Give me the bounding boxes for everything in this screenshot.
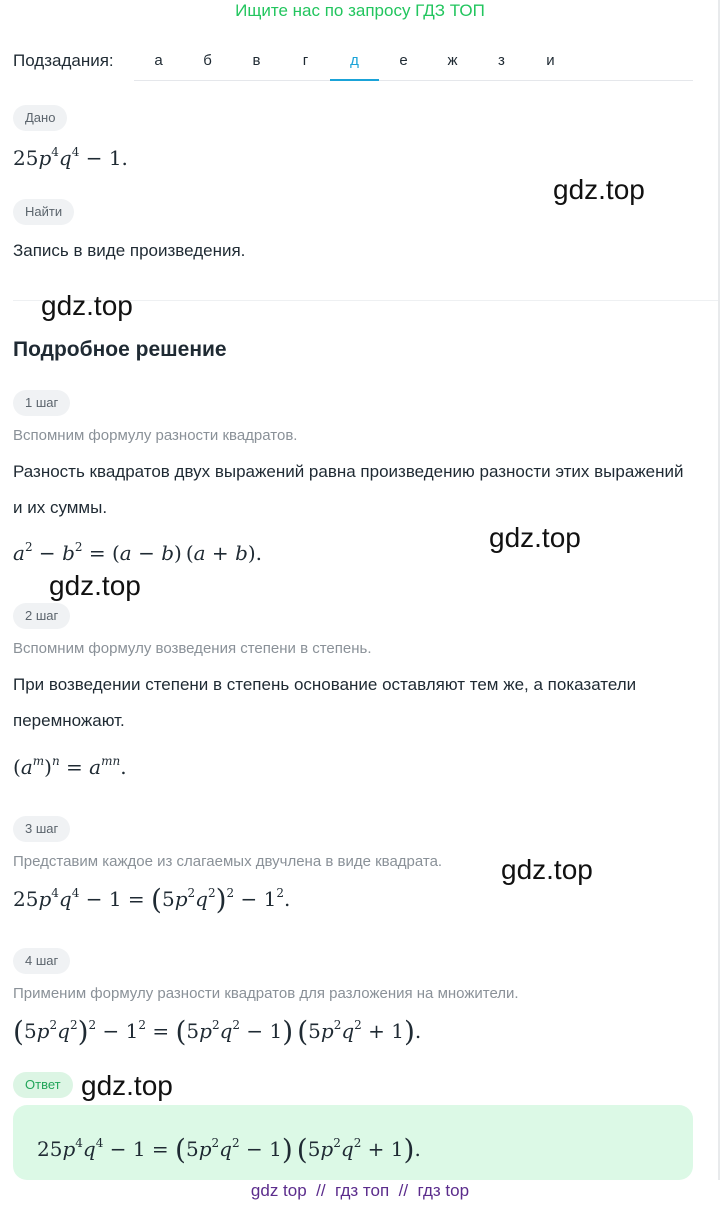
footer-links [0,1181,720,1201]
tab-g[interactable]: г [302,52,309,69]
answer-formula: $25p^4q^4 - 1 = (5p^2q^2 - 1) (5p^2q^2 + 1)$. [37,1133,421,1166]
tab-z[interactable]: з [498,52,505,69]
step-2-label: 2 шаг [13,603,70,629]
promo-banner: Ищите нас по запросу ГДЗ ТОП [235,1,485,20]
step-2-hint: Вспомним формулу возведения степени в степень. [13,640,372,657]
solution-title: Подробное решение [13,338,227,361]
watermark: gdz.top [489,522,581,553]
tab-v[interactable]: в [252,52,261,69]
watermark: gdz.top [501,854,593,885]
step-2-text: При возведении степени в степень основание оставляют тем же, а показатели перемножают. [13,675,637,730]
tab-i[interactable]: и [546,52,555,69]
step-1-label: 1 шаг [13,390,70,416]
step-4-formula: $(5p^2q^2)^2 - 1^2 = (5p^2q^2 - 1) (5p^2q^2 + 1)$. [13,1015,422,1048]
find-label: Найти [13,199,74,225]
tabs-list [134,46,693,81]
step-1-text: Разность квадратов двух выражений равна произведению разности этих выражений и их суммы. [13,462,684,517]
watermark: gdz.top [49,570,141,601]
tabs-label: Подзадания: [13,51,114,70]
step-3-label: 3 шаг [13,816,70,842]
step-4-hint: Применим формулу разности квадратов для разложения на множители. [13,985,519,1002]
given-expression: $25p^4q^4 - 1$. [13,145,128,170]
tab-b[interactable]: б [203,52,212,69]
given-label: Дано [13,105,67,131]
find-text: Запись в виде произведения. [13,241,246,260]
footer-link-3[interactable]: гдз top [417,1181,470,1200]
step-4-label: 4 шаг [13,948,70,974]
step-1-formula: $a^2 - b^2 = (a - b) (a + b)$. [13,540,263,565]
watermark: gdz.top [553,174,645,205]
tab-e[interactable]: е [399,52,408,69]
footer-link-2[interactable]: гдз топ [335,1181,390,1200]
step-2-formula: $(a^m)^n = a^{mn}$. [13,754,127,779]
footer-link-1[interactable]: gdz top [250,1181,307,1200]
footer-separator: // [398,1181,409,1200]
watermark: gdz.top [81,1070,173,1101]
footer-separator: // [316,1181,326,1200]
subtask-tabs [13,46,693,82]
step-3-formula: $25p^4q^4 - 1 = (5p^2q^2)^2 - 1^2$. [13,883,291,916]
tab-d[interactable]: д [330,46,379,81]
step-3-hint: Представим каждое из слагаемых двучлена в виде квадрата. [13,853,443,870]
answer-label: Ответ [13,1072,73,1098]
step-1-hint: Вспомним формулу разности квадратов. [13,427,298,444]
watermark: gdz.top [41,290,133,321]
tab-zh[interactable]: ж [447,52,458,69]
tab-a[interactable]: а [154,52,163,69]
